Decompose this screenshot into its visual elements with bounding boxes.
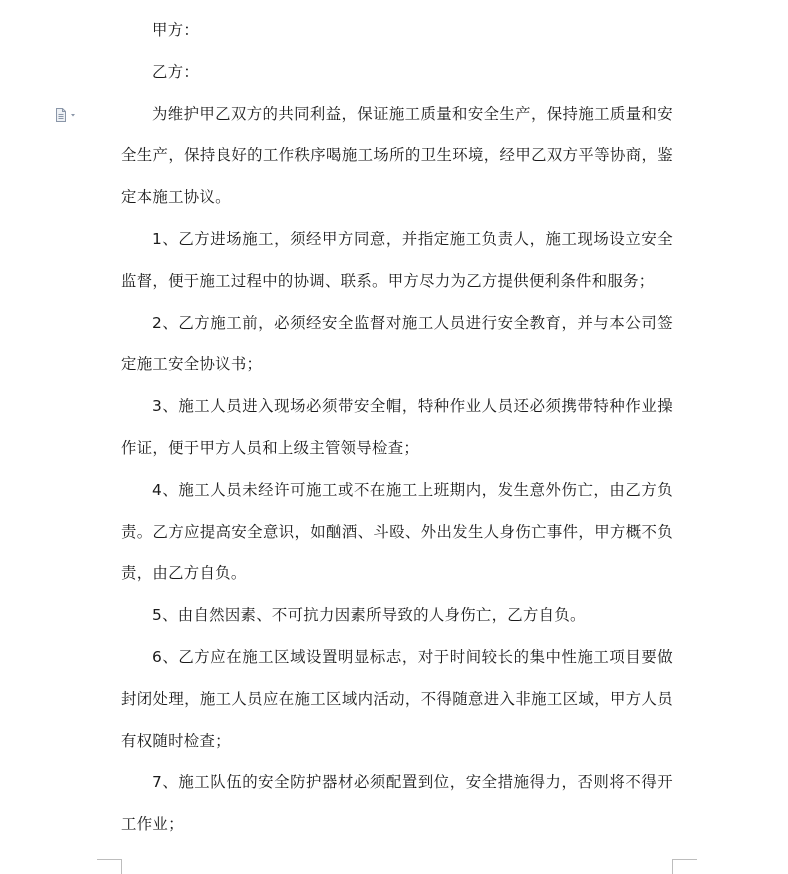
intro-paragraph: 为维护甲乙双方的共同利益，保证施工质量和安全生产，保持施工质量和安全生产，保持良好的工作秩序喝施工场所的卫生环境，经甲乙双方平等协商，鉴定本施工协议。 xyxy=(121,104,673,207)
party-b-label: 乙方： xyxy=(152,62,200,81)
document-icon[interactable] xyxy=(55,107,77,123)
clause-7: 7、施工队伍的安全防护器材必须配置到位，安全措施得力，否则将不得开工作业； xyxy=(121,773,673,834)
clause-3: 3、施工人员进入现场必须带安全帽，特种作业人员还必须携带特种作业操作证，便于甲方人员和上级主管领导检查； xyxy=(121,397,673,457)
clause-5: 5、由自然因素、不可抗力因素所导致的人身伤亡，乙方自负。 xyxy=(152,606,586,625)
page-corner-mark-left xyxy=(97,859,122,874)
party-a-label: 甲方： xyxy=(152,21,200,39)
document-body xyxy=(121,10,673,846)
clause-1: 1、乙方进场施工，须经甲方同意，并指定施工负责人，施工现场设立安全监督，便于施工过程中的协调、联系。甲方尽力为乙方提供便利条件和服务； xyxy=(121,229,673,290)
clause-2: 2、乙方施工前，必须经安全监督对施工人员进行安全教育，并与本公司签定施工安全协议书； xyxy=(121,313,673,374)
page-corner-mark-right xyxy=(672,859,697,874)
clause-6: 6、乙方应在施工区域设置明显标志，对于时间较长的集中性施工项目要做封闭处理，施工人员应在施工区域内活动，不得随意进入非施工区域，甲方人员有权随时检查； xyxy=(121,647,673,750)
clause-4: 4、施工人员未经许可施工或不在施工上班期内，发生意外伤亡，由乙方负责。乙方应提高安全意识，如酗酒、斗殴、外出发生人身伤亡事件，甲方概不负责，由乙方自负。 xyxy=(121,480,673,583)
